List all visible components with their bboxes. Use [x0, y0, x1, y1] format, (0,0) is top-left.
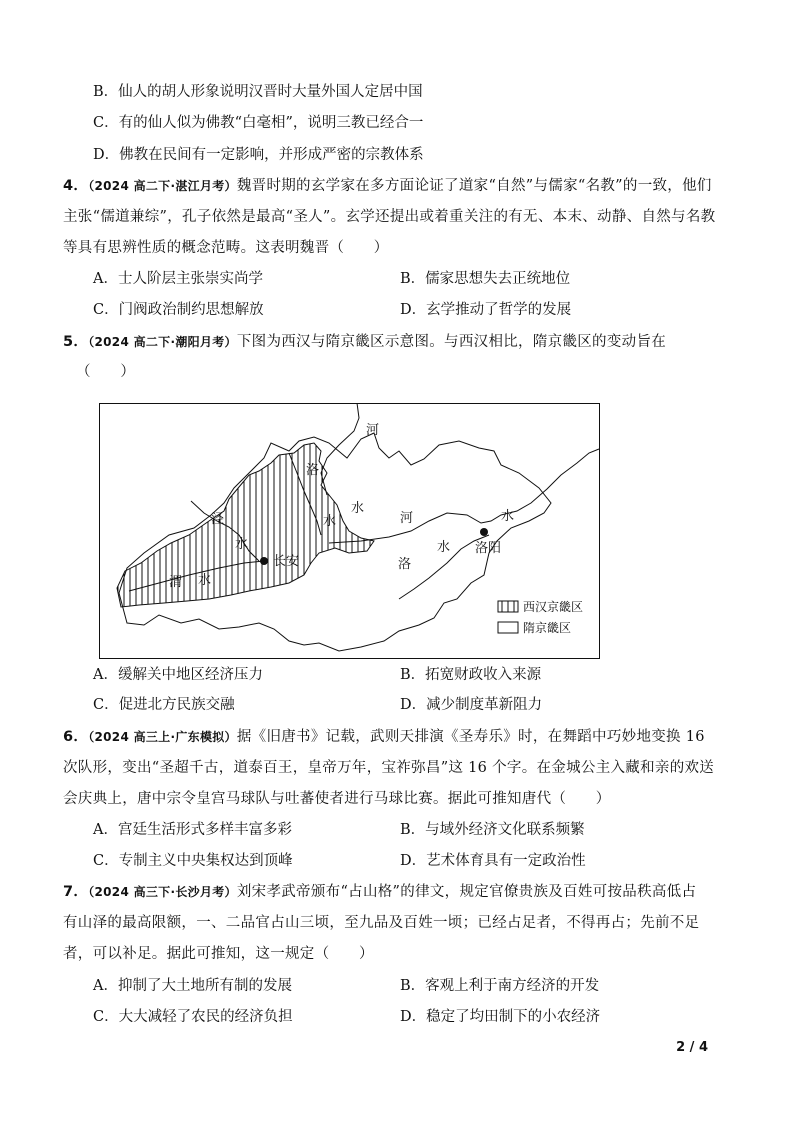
label-luoyang: 洛阳: [475, 541, 502, 556]
label-shui-1: 水: [323, 514, 337, 529]
jingji-map: [99, 403, 600, 659]
legend-swatch-sui: [498, 622, 518, 633]
label-shui-3: 水: [235, 537, 249, 552]
q4-source: （2024 高二下·湛江月考）: [88, 179, 237, 193]
label-jing: 泾: [211, 512, 225, 527]
luoyang-dot: [480, 528, 488, 536]
q4-stem-1: 魏晋时期的玄学家在多方面论证了道家“自然”与儒家“名教”的一致，他们: [236, 178, 712, 194]
q3-option-d: D．佛教在民间有一定影响，并形成严密的宗教体系: [93, 147, 424, 163]
q6-option-b: B．与域外经济文化联系频繁: [400, 822, 585, 838]
q4-number: 4．: [63, 178, 89, 194]
q7-stem-1: 刘宋孝武帝颁布“占山格”的律文，规定官僚贵族及百姓可按品秩高低占: [236, 884, 697, 900]
q4-line1: [63, 176, 712, 196]
q5-option-d: D．减少制度革新阻力: [400, 697, 543, 713]
label-shui-4: 水: [198, 573, 212, 588]
q5-option-a: A．缓解关中地区经济压力: [93, 667, 263, 683]
q4-option-d: D．玄学推动了哲学的发展: [400, 302, 572, 318]
q7-option-d: D．稳定了均田制下的小农经济: [400, 1009, 601, 1025]
q5-line2: （ ）: [76, 364, 136, 380]
legend-swatch-han: [498, 601, 518, 612]
q4-line2: 主张“儒道兼综”，孔子依然是最高“圣人”。玄学还提出或着重关注的有无、本末、动静、自然与名教: [63, 209, 716, 225]
q5-number: 5．: [63, 334, 89, 350]
q7-source: （2024 高三下·长沙月考）: [88, 885, 237, 899]
q6-option-d: D．艺术体育具有一定政治性: [400, 853, 586, 869]
q7-line2: 有山泽的最高限额，一、二品官占山三顷，至九品及百姓一顷；已经占足者，不得再占；先前不足: [63, 915, 700, 931]
label-shui-5: 水: [437, 540, 451, 555]
q6-option-a: A．宫廷生活形式多样丰富多彩: [93, 822, 292, 838]
q4-option-b: B．儒家思想失去正统地位: [400, 271, 571, 287]
q6-number: 6．: [63, 729, 89, 745]
label-luo-2: 洛: [398, 557, 412, 572]
q7-option-a: A．抑制了大土地所有制的发展: [93, 978, 292, 994]
q5-line1: [63, 332, 666, 352]
q7-option-c: C．大大减轻了农民的经济负担: [93, 1009, 293, 1025]
q6-line3: 会庆典上，唐中宗令皇宫马球队与吐蕃使者进行马球比赛。据此可推知唐代（ ）: [63, 791, 611, 807]
q6-source: （2024 高三上·广东模拟）: [88, 730, 237, 744]
q3-option-b: B．仙人的胡人形象说明汉晋时大量外国人定居中国: [93, 84, 423, 100]
legend-sui: 隋京畿区: [523, 621, 572, 635]
q6-line1: [63, 727, 705, 747]
label-shui-2: 水: [351, 501, 365, 516]
q5-stem-1: 下图为西汉与隋京畿区示意图。与西汉相比，隋京畿区的变动旨在: [236, 334, 667, 350]
q7-line3: 者，可以补足。据此可推知，这一规定（ ）: [63, 946, 374, 962]
label-he-top: 河: [366, 423, 380, 438]
label-wei: 渭: [169, 575, 183, 590]
legend-western-han: 西汉京畿区: [523, 600, 584, 614]
q6-line2: 次队形，变出“圣超千古，道泰百王，皇帝万年，宝祚弥昌”这 16 个字。在金城公主入藏和亲的欢送: [63, 760, 715, 776]
label-changan: 长安: [273, 554, 300, 569]
page-number: 2 / 4: [676, 1040, 708, 1055]
q4-option-c: C．门阀政治制约思想解放: [93, 302, 264, 318]
q7-line1: [63, 882, 696, 902]
label-shui-6: 水: [501, 509, 515, 524]
q4-line3: 等具有思辨性质的概念范畴。这表明魏晋（ ）: [63, 240, 389, 256]
q5-source: （2024 高二下·潮阳月考）: [88, 335, 237, 349]
q6-stem-1: 据《旧唐书》记载，武则天排演《圣寿乐》时，在舞蹈中巧妙地变换 16: [236, 729, 705, 745]
q6-option-c: C．专制主义中央集权达到顶峰: [93, 853, 293, 869]
q7-option-b: B．客观上利于南方经济的开发: [400, 978, 600, 994]
q3-option-c: C．有的仙人似为佛教“白毫相”，说明三教已经合一: [93, 115, 424, 131]
changan-dot: [260, 557, 268, 565]
q5-option-b: B．拓宽财政收入来源: [400, 667, 542, 683]
q7-number: 7．: [63, 884, 89, 900]
label-he-mid: 河: [400, 511, 414, 526]
q4-option-a: A．士人阶层主张崇实尚学: [93, 271, 263, 287]
label-luo-1: 洛: [306, 463, 320, 478]
q5-option-c: C．促进北方民族交融: [93, 697, 235, 713]
